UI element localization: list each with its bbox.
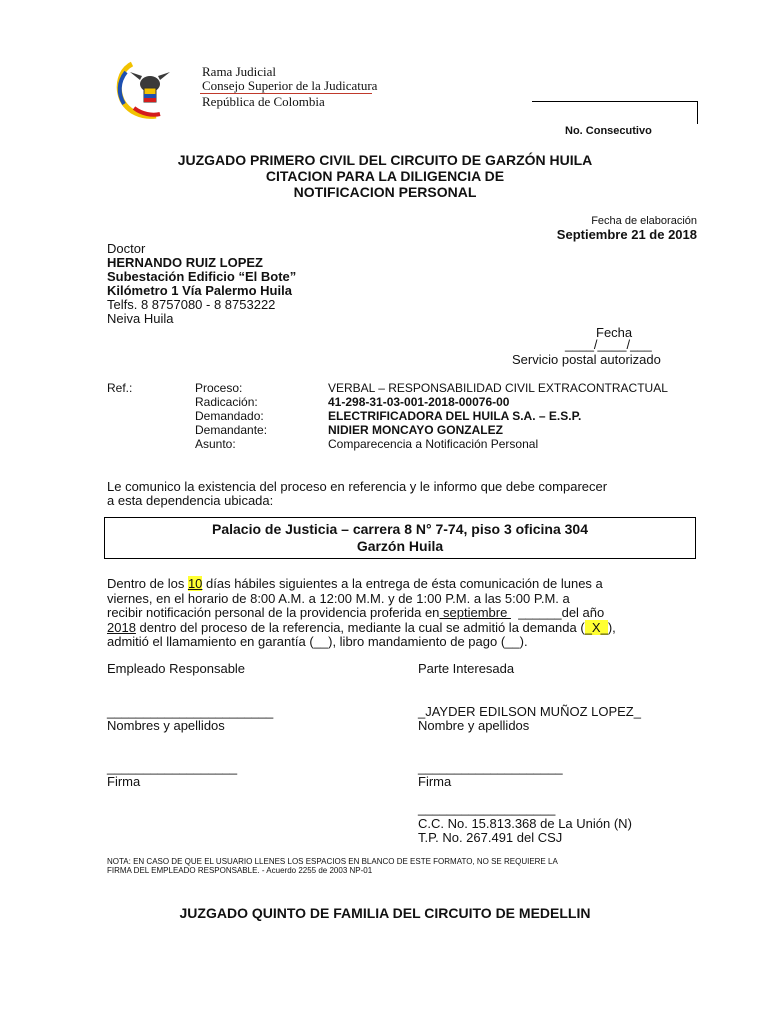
direccion-line-1: Palacio de Justicia – carrera 8 N° 7-74, piso 3 oficina 304: [211, 521, 588, 537]
cuerpo-line-5: admitió el llamamiento en garantía (__), libro mandamiento de pago (__).: [107, 634, 528, 649]
ref-row-value: Comparecencia a Notificación Personal: [328, 437, 539, 451]
cuerpo-paragraph: [107, 577, 697, 650]
ref-row-label: Demandado:: [195, 409, 264, 423]
ref-row-label: Asunto:: [195, 437, 236, 451]
cuerpo-text: recibir notificación personal de la providencia proferida en: [107, 605, 440, 620]
ref-row-label: Proceso:: [195, 381, 243, 395]
nota-line-1: NOTA: EN CASO DE QUE EL USUARIO LLENES LOS ESPACIOS EN BLANCO DE ESTE FORMATO, NO SE REQUIERE LA: [107, 857, 558, 866]
ref-row-value: ELECTRIFICADORA DEL HUILA S.A. – E.S.P.: [328, 409, 582, 423]
nota-line-2: FIRMA DEL EMPLEADO RESPONSABLE. - Acuerdo 2255 de 2003 NP-01: [107, 866, 373, 875]
judicial-logo: [112, 58, 198, 122]
title-line-2: CITACION PARA LA DILIGENCIA DE: [265, 168, 505, 184]
destinatario-block: [107, 242, 296, 326]
ref-label: Ref.:: [107, 381, 133, 395]
intro-line-1: Le comunico la existencia del proceso en referencia y le informo que debe comparecer: [107, 479, 608, 494]
cuerpo-text: días hábiles siguientes a la entrega de ésta comunicación de lunes a: [202, 576, 603, 591]
cuerpo-line-4: [107, 621, 697, 636]
cuerpo-line-3: [107, 606, 697, 621]
destinatario-ciudad: Neiva Huila: [107, 311, 174, 326]
postal-servicio: Servicio postal autorizado: [512, 352, 661, 367]
title-line-1: JUZGADO PRIMERO CIVIL DEL CIRCUITO DE GARZÓN HUILA: [177, 152, 593, 168]
anio-value: 2018: [107, 619, 136, 635]
direccion-box: [104, 517, 696, 559]
intro-paragraph: [107, 480, 607, 508]
cc-number: C.C. No. 15.813.368 de La Unión (N): [418, 816, 632, 831]
cuerpo-text: dentro del proceso de la referencia, mediante la cual se admitió la demanda (: [135, 619, 585, 635]
destinatario-linea-2: Kilómetro 1 Vía Palermo Huila: [107, 283, 292, 298]
parte-title: Parte Interesada: [418, 661, 515, 676]
ref-row-label: Radicación:: [195, 395, 258, 409]
parte-nombre: _JAYDER EDILSON MUÑOZ LOPEZ_: [418, 704, 641, 719]
consecutivo-label: No. Consecutivo: [565, 125, 652, 137]
title-line-3: NOTIFICACION PERSONAL: [293, 184, 477, 200]
nombres-label-right: Nombre y apellidos: [418, 718, 530, 733]
footer-title: JUZGADO QUINTO DE FAMILIA DEL CIRCUITO DE MEDELLIN: [179, 905, 591, 921]
intro-line-2: a esta dependencia ubicada:: [107, 493, 274, 508]
destinatario-linea-1: Subestación Edificio “El Bote”: [107, 269, 297, 284]
cuerpo-text: Dentro de los: [107, 576, 188, 591]
empleado-nombre-blank: _______________________: [107, 704, 274, 719]
org-line-3: República de Colombia: [202, 94, 325, 109]
document-title: [100, 152, 670, 200]
postal-fecha-blank: ____/____/___: [565, 337, 652, 352]
org-line-2: Consejo Superior de la Judicatura: [202, 78, 378, 93]
ref-row-value: 41-298-31-03-001-2018-00076-00: [328, 395, 510, 409]
ref-row-label: Demandante:: [195, 423, 268, 437]
empleado-title: Empleado Responsable: [107, 661, 246, 676]
destinatario-nombre: HERNANDO RUIZ LOPEZ: [107, 255, 263, 270]
nombres-label-left: Nombres y apellidos: [107, 718, 225, 733]
fecha-elaboracion-label: Fecha de elaboración: [591, 215, 697, 227]
cc-blank: ___________________: [418, 801, 556, 816]
cuerpo-text: del año: [561, 605, 605, 620]
tp-number: T.P. No. 267.491 del CSJ: [418, 830, 563, 845]
postal-fecha-label: Fecha: [596, 325, 633, 340]
cuerpo-line-1: [107, 577, 697, 592]
demanda-mark: _X_: [584, 619, 608, 635]
dias-value: 10: [187, 576, 203, 591]
cuerpo-line-2: viernes, en el horario de 8:00 A.M. a 12:00 M.M. y de 1:00 P.M. a las 5:00 P.M. a: [107, 590, 570, 606]
mes-value: septiembre: [439, 605, 511, 620]
firma-label-right: Firma: [418, 774, 452, 789]
firma-label-left: Firma: [107, 774, 141, 789]
ref-row-value: NIDIER MONCAYO GONZALEZ: [328, 423, 503, 437]
consecutivo-box: [532, 101, 698, 124]
nota: [107, 857, 699, 875]
firma-blank-right: ____________________: [418, 760, 563, 775]
fecha-elaboracion-value: Septiembre 21 de 2018: [556, 227, 697, 242]
firma-blank-left: __________________: [107, 760, 238, 775]
dia-blank: ______: [518, 605, 562, 620]
destinatario-titulo: Doctor: [107, 241, 146, 256]
direccion-line-2: Garzón Huila: [356, 538, 444, 554]
cuerpo-text: ),: [607, 619, 616, 635]
ref-row-value: VERBAL – RESPONSABILIDAD CIVIL EXTRACONTRACTUAL: [328, 381, 668, 395]
org-line-1: Rama Judicial: [202, 64, 277, 79]
destinatario-telefonos: Telfs. 8 8757080 - 8 8753222: [107, 297, 276, 312]
